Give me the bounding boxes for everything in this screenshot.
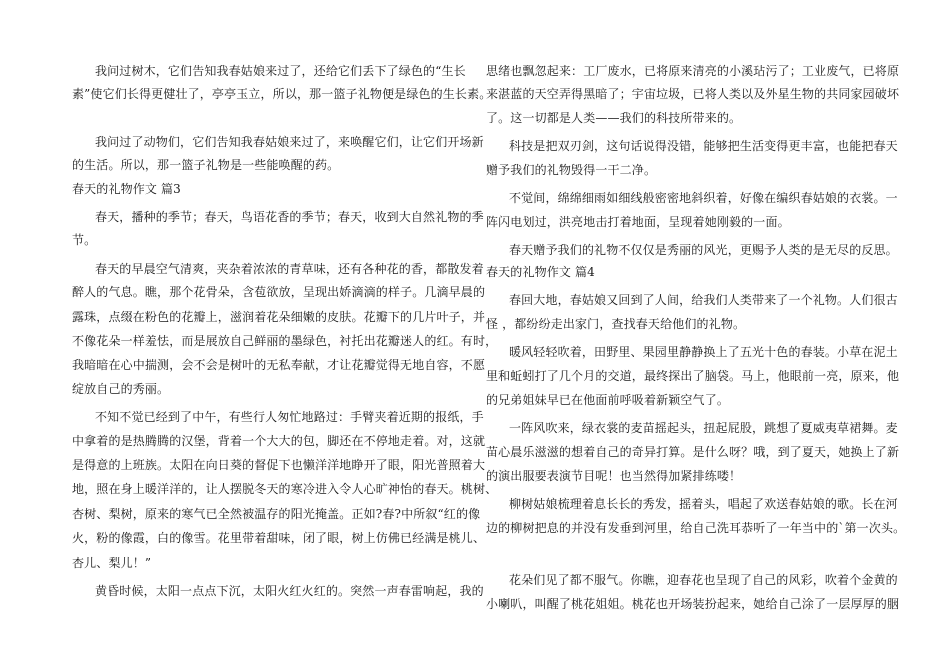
text-line: 边的柳树把息的并没有发垂到河里，给自己洗耳恭听了一年当中的`第一次头。 [486,521,906,535]
text-line: 我问过了动物们，它们告知我春姑娘来过了，来唤醒它们，让它们开场新 [95,135,484,149]
text-line: 柳树姑娘梳理着息长长的秀发，摇着头，唱起了欢送春姑娘的歌。长在河 [509,497,898,511]
text-line: 中拿着的是热腾腾的汉堡，背着一个大大的包，脚还在不停地走着。对，这就 [72,434,486,448]
text-line: 春天赠予我们的礼物不仅仅是秀丽的风光，更赐予人类的是无尽的反思。 [509,243,898,257]
text-line: 的兄弟姐妹早已在他面前呼吸着新颖空气了。 [486,393,730,407]
text-line: 醉人的气息。瞧，那个花骨朵，含苞欲放，呈现出娇滴滴的样子。几滴早晨的 [72,285,486,299]
text-line: 春天的礼物作文 篇4 [486,265,595,279]
text-line: 不像花朵一样羞怯，而是展放自己鲜丽的墨绿色，衬托出花瓣迷人的红。有时， [72,334,498,348]
text-line: 春天，播种的季节；春天，鸟语花香的季节；春天，收到大自然礼物的季 [95,210,484,224]
text-line: 地，照在身上暖洋洋的，让人摆脱冬天的寒冷进入令人心旷神怡的春天。桃树、 [72,482,498,496]
text-line: 的生活。所以，那一篮子礼物是一些能唤醒的药。 [72,158,340,172]
text-line: 春回大地，春姑娘又回到了人间，给我们人类带来了一个礼物。人们很古 [509,293,898,307]
text-line: 春天的礼物作文 篇3 [72,182,181,196]
text-line: 节。 [72,233,97,247]
text-line: 我问过树木，它们告知我春姑娘来过了，还给它们丢下了绿色的“生长 [95,64,466,78]
text-line: 科技是把双刃剑，这句话说得没错，能够把生活变得更丰富，也能把春天 [509,139,898,153]
text-line: 来湛蓝的天空弄得黑暗了；宇宙垃圾，已将人类以及外星生物的共同家园破坏 [486,87,900,101]
text-line: 春天的早晨空气清爽，夹杂着浓浓的青草味，还有各种花的香，都散发着 [95,262,484,276]
text-line: 不知不觉已经到了中午，有些行人匆忙地路过：手臂夹着近期的报纸，手 [95,410,484,424]
text-line: 绽放自己的秀丽。 [72,382,170,396]
text-line: 怪 ，都纷纷走出家门，查找春天给他们的礼物。 [486,317,746,331]
text-line: 赠予我们的礼物毁得一干二净。 [486,163,657,177]
text-line: 不觉间，绵绵细雨如细线般密密地斜织着，好像在编织春姑娘的衣裳。一 [509,191,898,205]
text-line: 素”使它们长得更健壮了，亭亭玉立，所以，那一篮子礼物便是绿色的生长素。 [72,87,492,101]
text-line: 杏树、梨树，原来的寒气已全然被温存的阳光掩盖。正如?春?中所叙“红的像 [72,507,481,521]
text-line: 一阵风吹来，绿衣裳的麦苗摇起头，扭起屁股，跳想了夏威夷草裙舞。麦 [509,421,898,435]
text-line: 花朵们见了都不服气。你瞧，迎春花也呈现了自己的风彩，吹着个金黄的 [509,573,898,587]
text-line: 暖风轻轻吹着，田野里、果园里静静换上了五光十色的春装。小草在泥土 [509,345,898,359]
text-line: 了。这一切都是人类——我们的科技所带来的。 [486,111,742,125]
text-line: 思绪也飘忽起来：工厂废水，已将原来清亮的小溪玷污了；工业废气，已将原 [486,64,900,78]
text-line: 我暗暗在心中揣测，会不会是树叶的无私奉献，才让花瓣觉得无地自容，不愿 [72,358,486,372]
text-line: 的演出服要表演节目呢！也当然得加紧排练喽！ [486,469,742,483]
text-line: 黄昏时候，太阳一点点下沉，太阳火红火红的。突然一声春雷响起，我的 [95,584,484,598]
text-line: 杏儿、梨儿！” [72,556,152,570]
text-line: 小喇叭，叫醒了桃花姐姐。桃花也开场装扮起来，她给自己涂了一层厚厚的胭 [486,597,900,611]
text-line: 火，粉的像霞，白的像雪。花里带着甜味，闭了眼，树上仿佛已经满是桃儿、 [72,531,486,545]
text-line: 苗心晨乐滋滋的想着自己的奇异打算。是什么呀？哦，到了夏天，她换上了新 [486,445,900,459]
text-line: 阵闪电划过，洪亮地击打着地面，呈现着她刚毅的一面。 [486,215,790,229]
text-line: 是得意的上班族。太阳在向日葵的督促下也懒洋洋地睁开了眼，阳光普照着大 [72,458,486,472]
text-line: 里和蚯蚓打了几个月的交道，最终探出了脑袋。马上，他眼前一亮，原来，他 [486,369,900,383]
text-line: 露珠，点缀在粉色的花瓣上，滋润着花朵细嫩的皮肤。花瓣下的几片叶子，并 [72,310,486,324]
